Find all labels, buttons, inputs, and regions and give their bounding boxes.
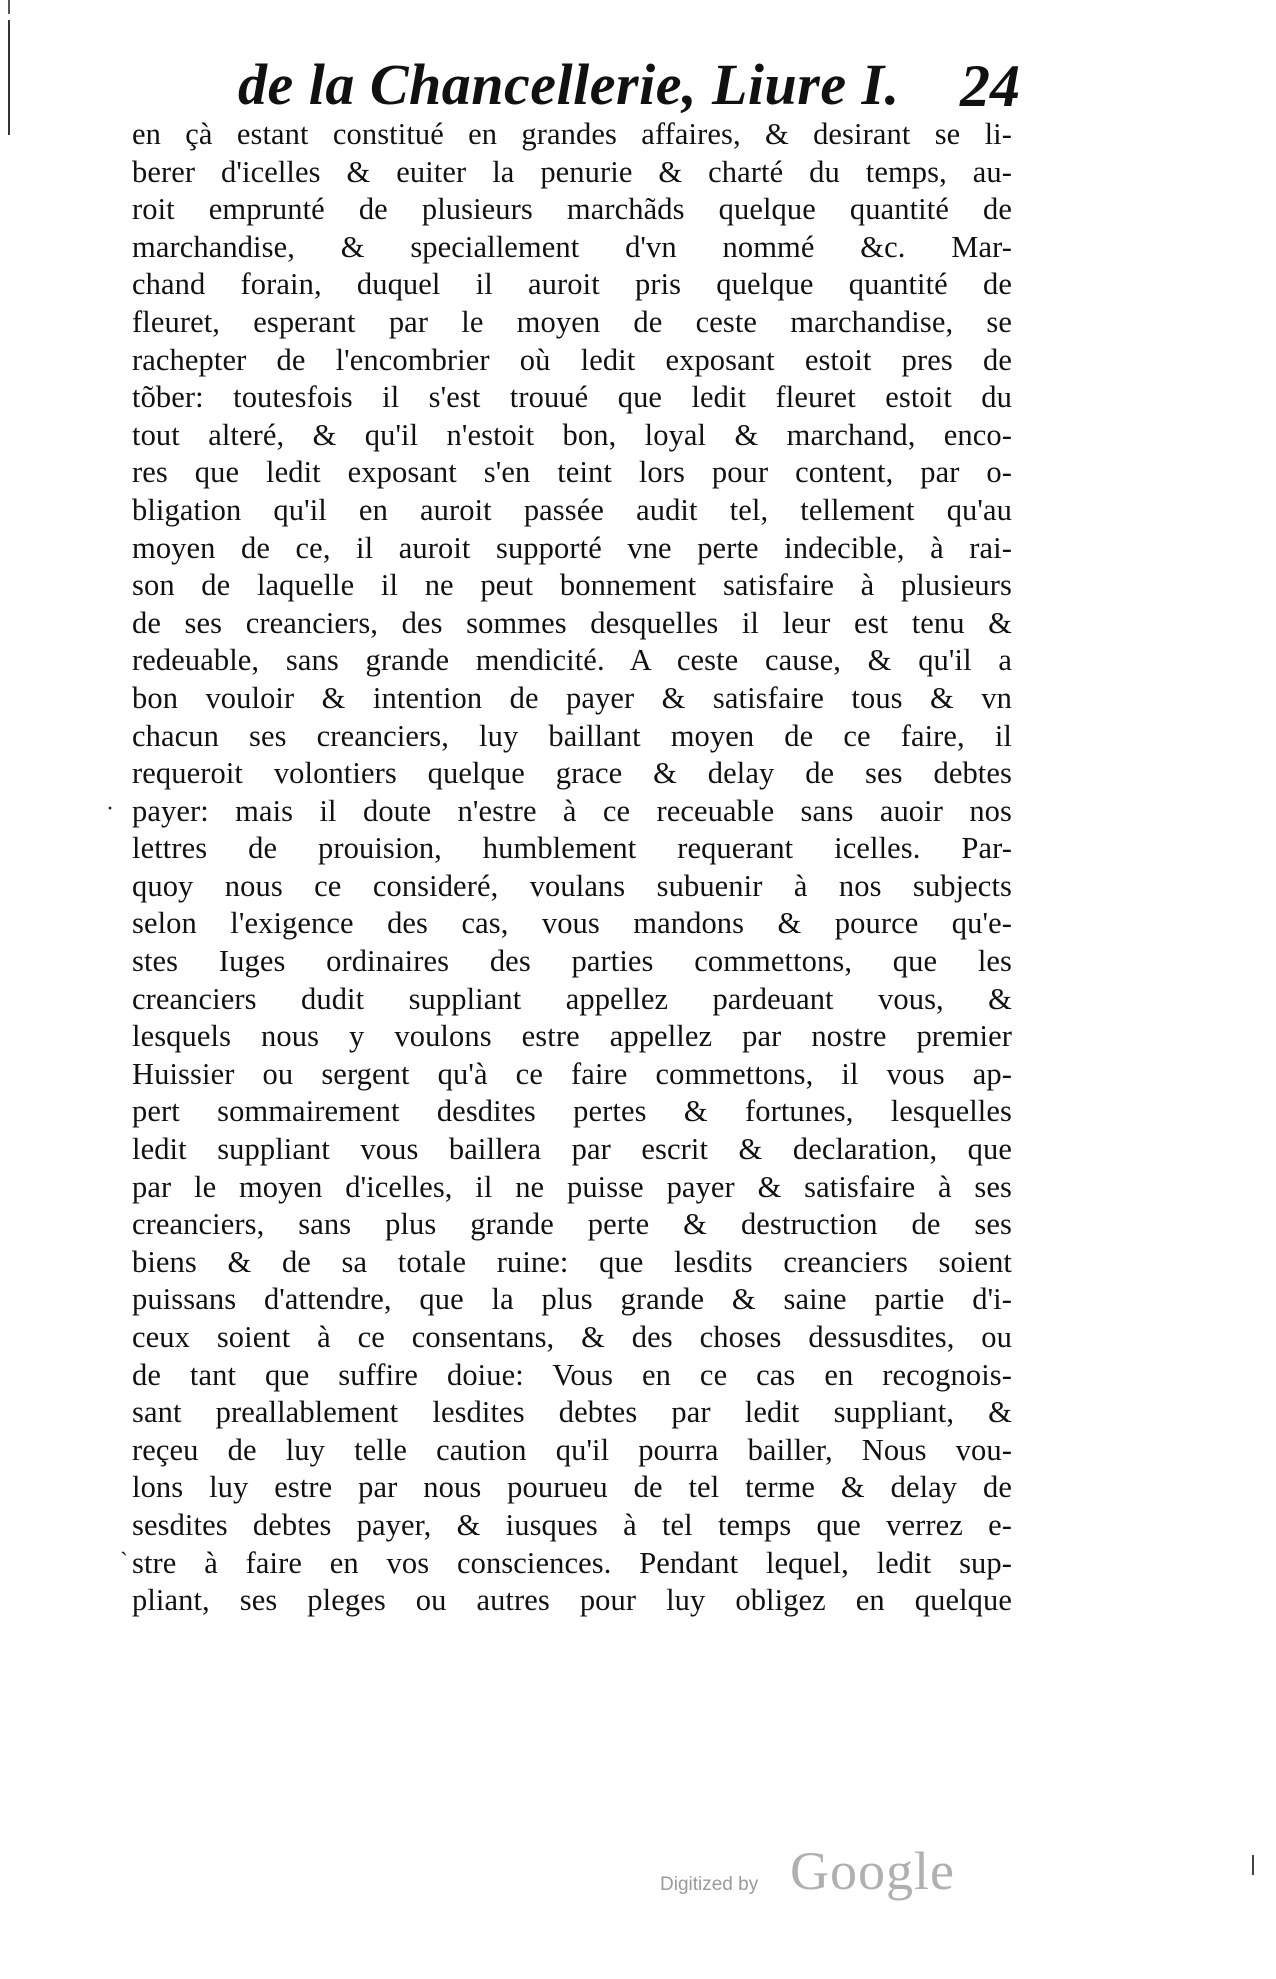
body-text <box>132 116 1012 1620</box>
text-line: redeuable, sans grande mendicité. A ceste cause, & qu'il a <box>132 643 1012 678</box>
stray-dot-mark: · <box>106 796 114 822</box>
text-line: de ses creanciers, des sommes desquelles il leur est tenu & <box>132 605 1012 640</box>
text-line: bon vouloir & intention de payer & satisfaire tous & vn <box>132 680 1012 715</box>
text-line: pliant, ses pleges ou autres pour luy obligez en quelque <box>132 1583 1012 1618</box>
page-number: 24 <box>960 53 1020 119</box>
text-line: sesdites debtes payer, & iusques à tel temps que verrez e- <box>132 1507 1012 1542</box>
text-line: biens & de sa totale ruine: que lesdits creanciers soient <box>132 1244 1012 1279</box>
text-line: rachepter de l'encombrier où ledit exposant estoit pres de <box>132 342 1012 377</box>
text-line: stes Iuges ordinaires des parties commettons, que les <box>132 944 1012 979</box>
text-line: creanciers dudit suppliant appellez pardeuant vous, & <box>132 981 1012 1016</box>
text-line: Huissier ou sergent qu'à ce faire commettons, il vous ap- <box>132 1056 1012 1091</box>
page-edge-tick <box>1252 1855 1254 1875</box>
text-line: stre à faire en vos consciences. Pendant lequel, ledit sup- <box>132 1545 1012 1580</box>
text-line: ceux soient à ce consentans, & des choses dessusdites, ou <box>132 1320 1012 1354</box>
text-line: fleuret, esperant par le moyen de ceste marchandise, se <box>132 304 1012 339</box>
text-line: en çà estant constitué en grandes affaires, & desirant se li- <box>132 117 1012 151</box>
text-line: payer: mais il doute n'estre à ce receuable sans auoir nos <box>132 793 1012 828</box>
watermark-prefix: Digitized by <box>660 1874 759 1895</box>
text-line: roit emprunté de plusieurs marchãds quelque quantité de <box>132 192 1012 227</box>
text-line: moyen de ce, il auroit supporté vne perte indecible, à rai- <box>132 530 1012 565</box>
stray-comma-mark: ˎ <box>120 1530 128 1556</box>
text-line: marchandise, & speciallement d'vn nommé &c. Mar- <box>132 229 1012 264</box>
text-line: ledit suppliant vous baillera par escrit & declaration, que <box>132 1132 1012 1167</box>
text-line: lesquels nous y voulons estre appellez par nostre premier <box>132 1019 1012 1054</box>
text-line: chacun ses creanciers, luy baillant moyen de ce faire, il <box>132 718 1012 753</box>
running-title: de la Chancellerie, Liure I. <box>238 52 900 117</box>
text-line: berer d'icelles & euiter la penurie & charté du temps, au- <box>132 154 1012 189</box>
text-line: selon l'exigence des cas, vous mandons & pource qu'e- <box>132 906 1012 941</box>
digitized-by-google-watermark <box>660 1840 990 1910</box>
text-line: tout alteré, & qu'il n'estoit bon, loyal & marchand, enco- <box>132 417 1012 452</box>
text-line: pert sommairement desdites pertes & fortunes, lesquelles <box>132 1094 1012 1129</box>
google-logo: Google <box>790 1841 955 1901</box>
page-edge-mark <box>8 20 10 135</box>
page-edge-mark-top <box>8 0 10 14</box>
text-line: bligation qu'il en auroit passée audit tel, tellement qu'au <box>132 492 1012 527</box>
text-line: quoy nous ce consideré, voulans subuenir à nos subjects <box>132 868 1012 903</box>
text-line: chand forain, duquel il auroit pris quelque quantité de <box>132 267 1012 302</box>
text-line: lettres de prouision, humblement requerant icelles. Par- <box>132 831 1012 866</box>
text-line: sant preallablement lesdites debtes par ledit suppliant, & <box>132 1395 1012 1430</box>
text-line: requeroit volontiers quelque grace & delay de ses debtes <box>132 756 1012 791</box>
text-line: de tant que suffire doiue: Vous en ce cas en recognois- <box>132 1357 1012 1392</box>
text-line: son de laquelle il ne peut bonnement satisfaire à plusieurs <box>132 568 1012 603</box>
text-line: reçeu de luy telle caution qu'il pourra bailler, Nous vou- <box>132 1432 1012 1467</box>
text-line: lons luy estre par nous pourueu de tel terme & delay de <box>132 1470 1012 1505</box>
text-line: tõber: toutesfois il s'est trouué que ledit fleuret estoit du <box>132 380 1012 415</box>
text-line: par le moyen d'icelles, il ne puisse payer & satisfaire à ses <box>132 1169 1012 1204</box>
text-line: creanciers, sans plus grande perte & destruction de ses <box>132 1207 1012 1242</box>
text-line: puissans d'attendre, que la plus grande & saine partie d'i- <box>132 1282 1012 1317</box>
text-line: res que ledit exposant s'en teint lors pour content, par o- <box>132 455 1012 490</box>
